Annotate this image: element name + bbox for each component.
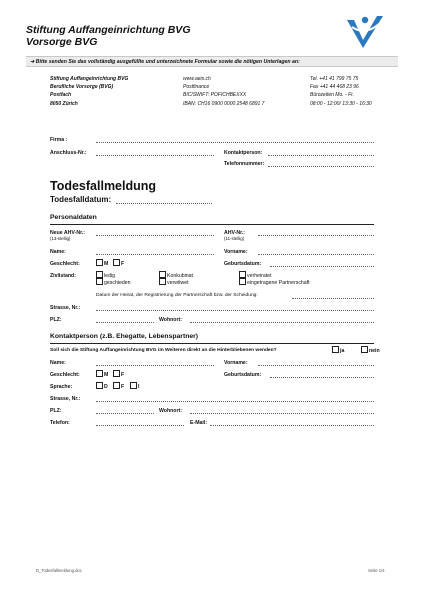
verheiratet-checkbox[interactable] — [239, 271, 246, 278]
sprache-f-checkbox[interactable] — [113, 382, 120, 389]
anschluss-label: Anschluss-Nr.: — [50, 150, 87, 156]
k-vorname-field[interactable] — [258, 365, 374, 366]
plz-label: PLZ: — [50, 317, 62, 323]
verwitwet-checkbox[interactable] — [159, 278, 166, 285]
partnerschaft-label: eingetragene Partnerschaft — [247, 280, 310, 286]
address-line: Bürozeiten Mo. - Fr. — [310, 92, 354, 99]
k-geschlecht-m-checkbox[interactable] — [96, 370, 103, 377]
address-line: Postfinance — [183, 84, 210, 91]
address-line: Fax +41 44 468 23 96 — [310, 84, 359, 91]
k-name-field[interactable] — [96, 365, 214, 366]
ahv-new-label: Neue AHV-Nr.: — [50, 230, 85, 236]
zivilstand-label: Zivilstand: — [50, 273, 76, 279]
k-wohnort-field[interactable] — [190, 413, 374, 414]
partnerschaft-checkbox[interactable] — [239, 278, 246, 285]
name-field[interactable] — [96, 254, 214, 255]
address-col-1 — [50, 75, 128, 108]
section-kontaktperson: Kontaktperson (z.B. Ehegatte, Lebenspartner) — [50, 331, 374, 344]
ahv-old-label: AHV-Nr.: — [224, 230, 246, 236]
konkubinat-checkbox[interactable] — [159, 271, 166, 278]
name-label: Name: — [50, 249, 66, 255]
datum-heirat-label: Datum der Heirat, der Registrierung der Partnerschaft bzw. der Scheidung: — [96, 293, 258, 298]
geburtsdatum-field[interactable] — [270, 266, 374, 267]
k-geschlecht-f-label: F — [121, 372, 125, 378]
address-line: Berufliche Vorsorge (BVG) — [50, 84, 114, 91]
firma-field[interactable] — [96, 142, 374, 143]
nein-checkbox[interactable] — [361, 346, 368, 353]
wohnort-field[interactable] — [190, 322, 374, 323]
todesfalldatum-label: Todesfalldatum: — [50, 195, 112, 204]
sprache-i-checkbox[interactable] — [130, 382, 140, 390]
address-col-2 — [183, 75, 264, 108]
section-personaldaten: Personaldaten — [50, 212, 374, 225]
sprache-label: Sprache: — [50, 384, 73, 390]
geburtsdatum-label: Geburtsdatum: — [224, 261, 262, 267]
footer-filename: D_Todesfallmeldung.doc — [36, 568, 82, 573]
k-vorname-label: Vorname: — [224, 360, 248, 366]
k-plz-field[interactable] — [96, 413, 154, 414]
k-name-label: Name: — [50, 360, 66, 366]
ledig-label: ledig — [104, 273, 115, 279]
k-telefon-field[interactable] — [96, 425, 184, 426]
geschlecht-m-label: M — [104, 261, 109, 267]
address-line: 08:00 - 12:00/ 13:30 - 16:30 — [310, 100, 372, 107]
verheiratet-label: verheiratet — [247, 273, 272, 279]
plz-field[interactable] — [96, 322, 154, 323]
address-line: Tel. +41 41 799 75 75 — [310, 76, 359, 82]
ja-label: ja — [340, 348, 345, 354]
k-geschlecht-label: Geschlecht: — [50, 372, 80, 378]
k-strasse-field[interactable] — [96, 401, 374, 402]
k-email-label: E-Mail: — [190, 420, 208, 426]
verwitwet-label: verwitwet — [167, 280, 189, 286]
konkubinat-label: Konkubinat — [167, 273, 193, 279]
geschlecht-f-label: F — [121, 261, 125, 267]
telefonnummer-field[interactable] — [268, 166, 374, 167]
geschlecht-m-checkbox[interactable] — [96, 259, 103, 266]
ahv-old-field[interactable] — [258, 235, 374, 236]
strasse-label: Strasse, Nr.: — [50, 305, 81, 311]
form-title: Stiftung Auffangeinrichtung BVG — [26, 24, 191, 36]
sprache-d-label: D — [104, 384, 108, 390]
direkt-question: Soll sich die Stiftung Auffangeinrichtung BVG im Weiteren direkt an die Hinterbliebenen wenden? — [50, 348, 277, 353]
address-line: BIC/SWIFT: POFICHBEXXX — [183, 92, 247, 99]
ahv-old-note: (11-stellig) — [224, 236, 245, 241]
vorname-label: Vorname: — [224, 249, 248, 255]
address-line: www.aeis.ch — [183, 76, 211, 82]
form-subtitle: Vorsorge BVG — [26, 36, 98, 48]
geschlecht-label: Geschlecht: — [50, 261, 80, 267]
k-geschlecht-m-label: M — [104, 372, 109, 378]
k-geschlecht-f-checkbox[interactable] — [113, 370, 120, 377]
notice-bar: ➜ Bitte senden Sie das vollständig ausgefüllte und unterzeichnete Formular sowie die nötigen Unterlagen an: — [26, 56, 398, 67]
anschluss-field[interactable] — [96, 155, 214, 156]
geschlecht-f-checkbox[interactable] — [113, 259, 120, 266]
nein-label: nein — [369, 348, 380, 354]
wohnort-label: Wohnort: — [159, 317, 182, 323]
logo-icon — [343, 12, 387, 52]
k-geburtsdatum-field[interactable] — [270, 377, 374, 378]
address-line: Postfach — [50, 92, 72, 99]
geschieden-checkbox[interactable] — [96, 278, 103, 285]
ja-checkbox[interactable] — [332, 346, 339, 353]
address-col-3 — [310, 75, 372, 108]
vorname-field[interactable] — [258, 254, 374, 255]
address-line: 8050 Zürich — [50, 100, 78, 107]
page-title: Todesfallmeldung — [50, 179, 157, 193]
firma-label: Firma : — [50, 137, 68, 143]
todesfalldatum-field[interactable] — [116, 203, 212, 204]
k-telefon-label: Telefon: — [50, 420, 70, 426]
k-geburtsdatum-label: Geburtsdatum: — [224, 372, 262, 378]
datum-heirat-field[interactable] — [292, 298, 374, 299]
k-plz-label: PLZ: — [50, 408, 62, 414]
address-line: IBAN: CH16 0900 0000 2548 6891 7 — [183, 100, 265, 107]
address-line: Stiftung Auffangeinrichtung BVG — [50, 76, 129, 82]
telefonnummer-label: Telefonnummer: — [224, 161, 265, 167]
k-wohnort-label: Wohnort: — [159, 408, 182, 414]
sprache-d-checkbox[interactable] — [96, 382, 103, 389]
ahv-new-field[interactable] — [96, 235, 214, 236]
kontaktperson-label: Kontaktperson: — [224, 150, 263, 156]
k-strasse-label: Strasse, Nr.: — [50, 396, 81, 402]
sprache-f-label: F — [121, 384, 125, 390]
k-email-field[interactable] — [210, 425, 374, 426]
kontaktperson-field[interactable] — [268, 155, 374, 156]
ahv-new-note: (13-stellig) — [50, 236, 71, 241]
geschieden-label: geschieden — [104, 280, 131, 286]
sprache-i-label: I — [138, 384, 140, 390]
ledig-checkbox[interactable] — [96, 271, 103, 278]
strasse-field[interactable] — [96, 310, 374, 311]
footer-page-number: Seite 1/4 — [368, 568, 385, 573]
